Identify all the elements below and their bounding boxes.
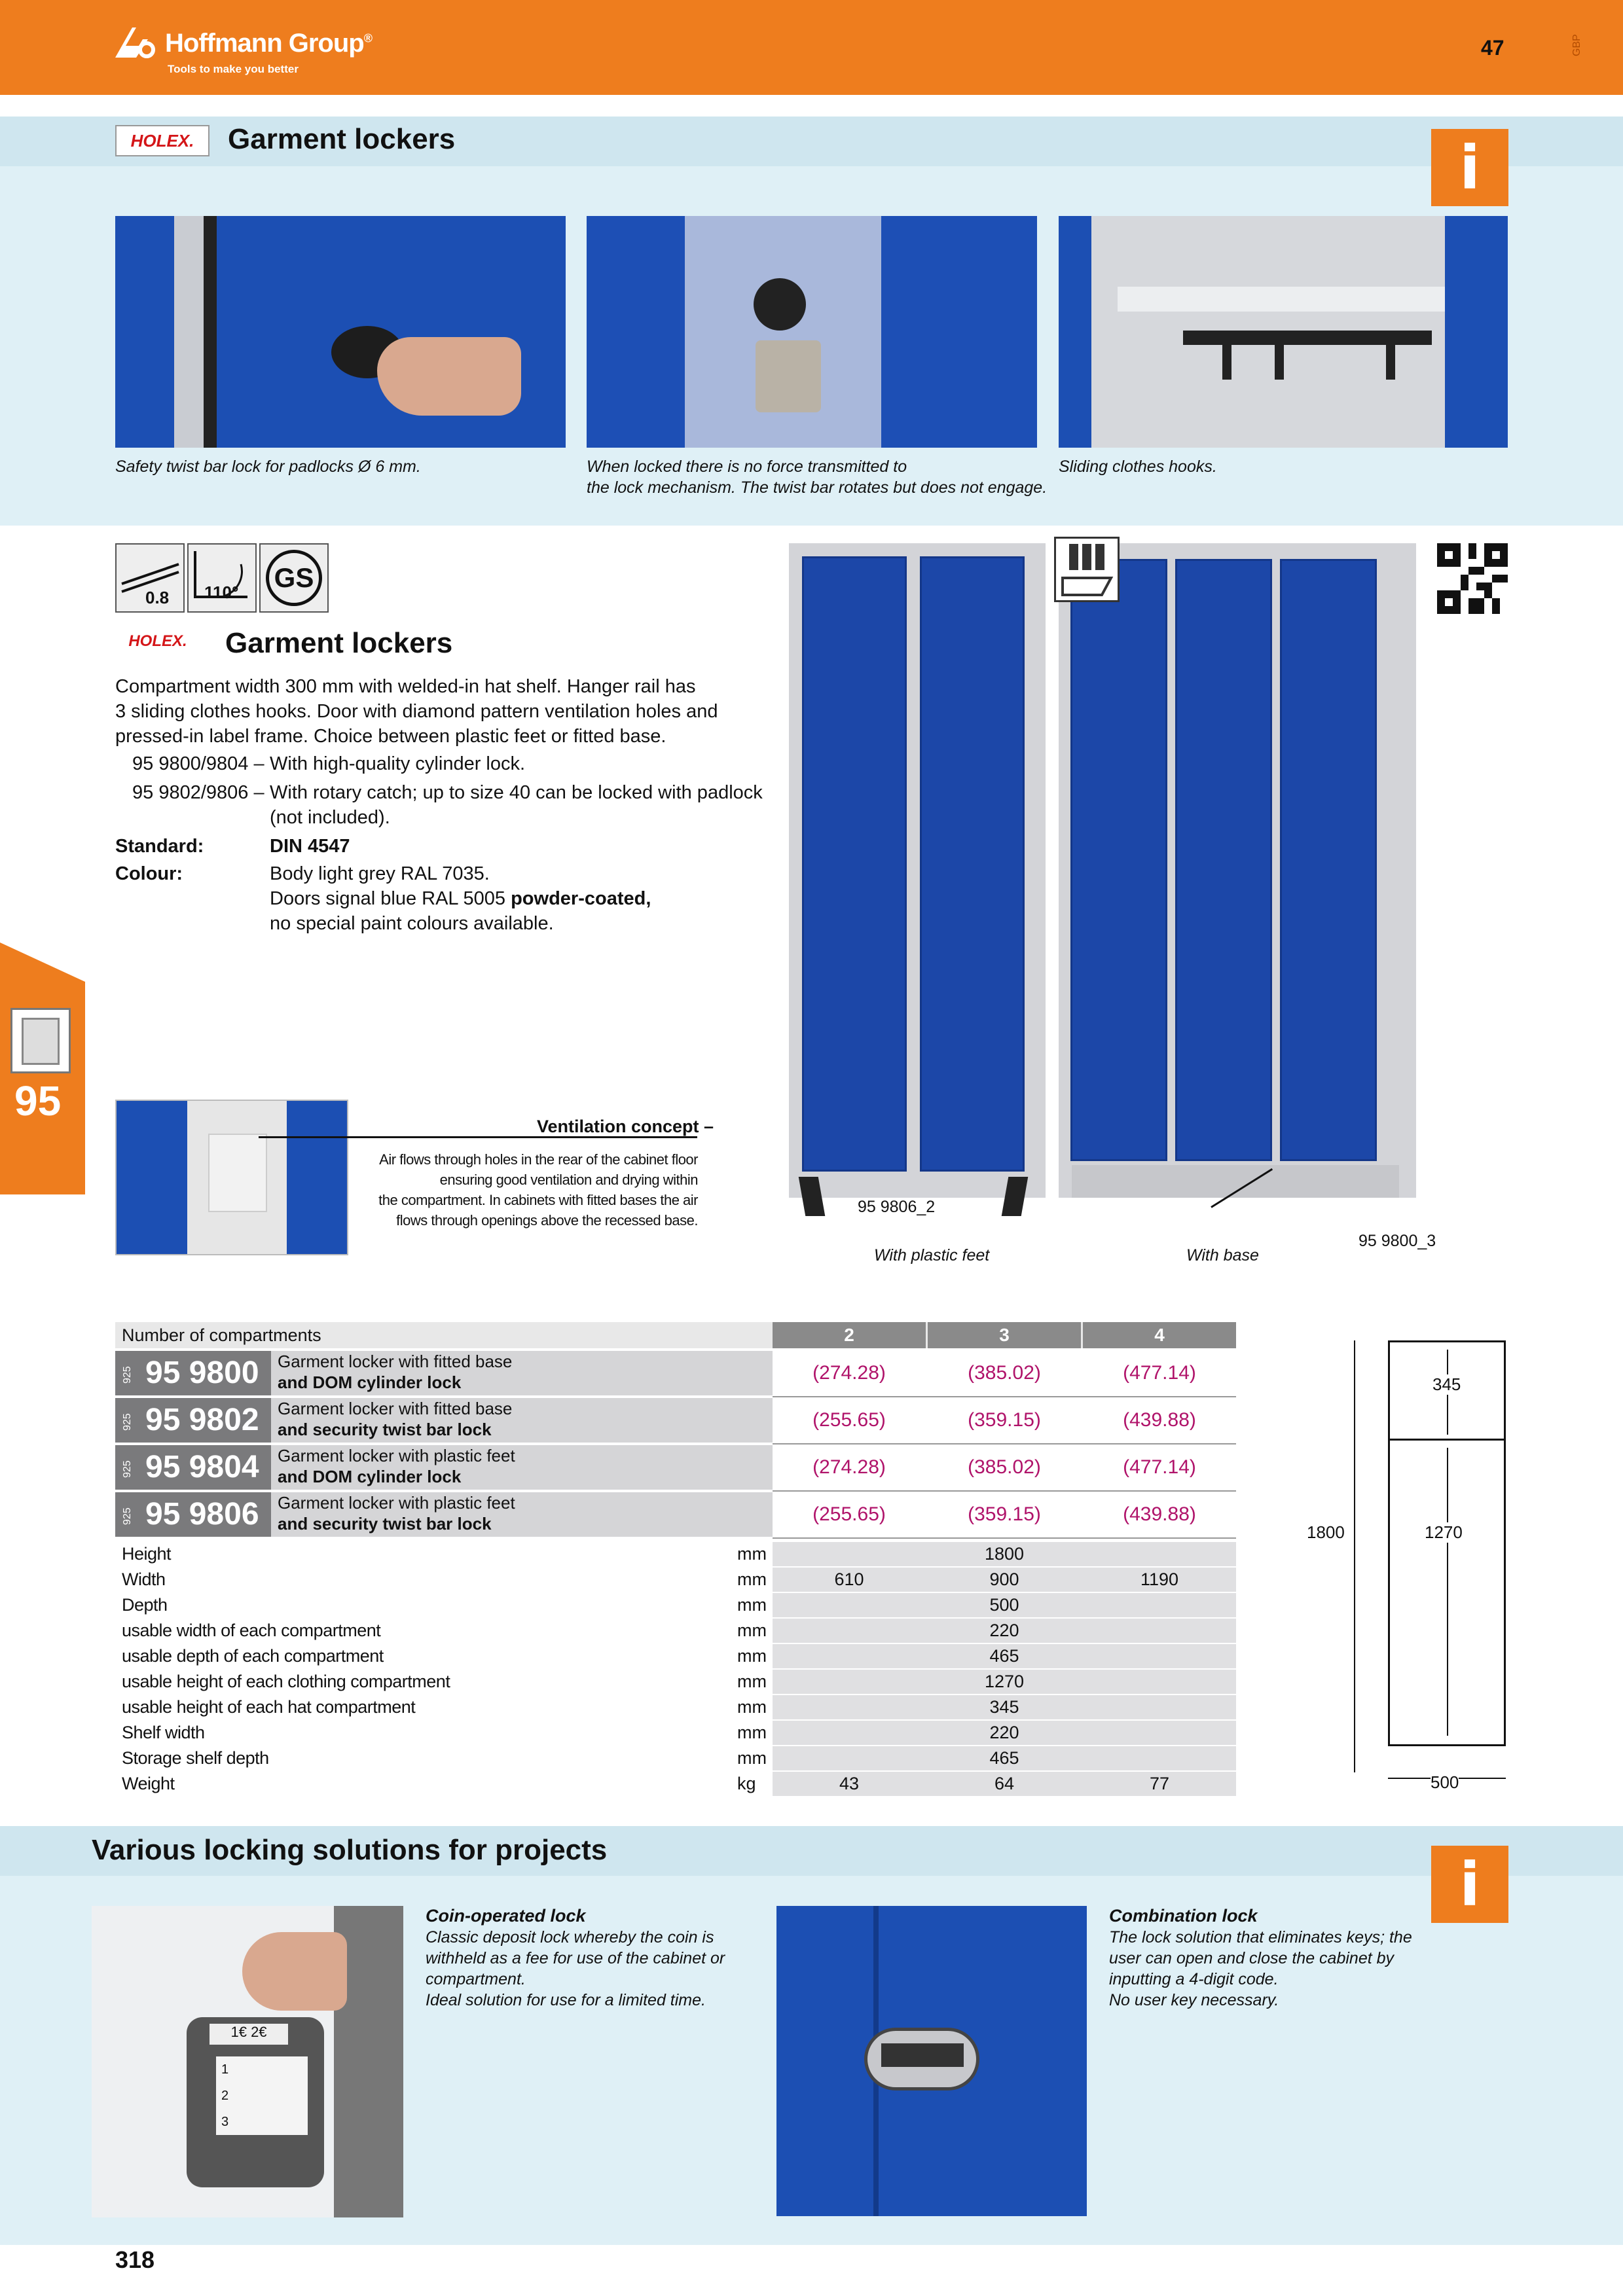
spec-value: 500	[989, 1595, 1019, 1615]
photo-clothes-hooks	[1059, 216, 1508, 448]
spec-label: Storage shelf depth	[122, 1748, 269, 1768]
image-code-right: 95 9800_3	[1359, 1232, 1436, 1250]
spec-unit: mm	[737, 1544, 767, 1564]
dim-inner: 1270	[1425, 1522, 1463, 1542]
spec-value: 220	[989, 1723, 1019, 1742]
caption-lock-mechanism-2: the lock mechanism. The twist bar rotates but does not engage.	[587, 478, 1048, 497]
photo-combination-lock	[776, 1906, 1087, 2216]
col-header: 4	[1083, 1322, 1236, 1348]
combination-lock-text: Combination lock The lock solution that eliminates keys; the user can open and close the cabinet by inputting a 4-digit code. No user key necessary.	[1109, 1906, 1412, 2009]
spec-unit: mm	[737, 1723, 767, 1742]
spec-label: Height	[122, 1544, 172, 1564]
article-prefix: 925	[122, 1413, 133, 1431]
col-header: 3	[928, 1322, 1081, 1348]
article-price: (439.88)	[1123, 1409, 1196, 1431]
sheet-thickness-icon: 0.8	[115, 543, 185, 613]
spec-unit: mm	[737, 1570, 767, 1589]
spec-value: 610	[834, 1570, 864, 1589]
spec-label: Width	[122, 1570, 166, 1589]
col-header: 2	[773, 1322, 926, 1348]
caption-base: With base	[1186, 1246, 1259, 1265]
dimension-drawing	[1375, 1340, 1376, 1341]
article-desc: and DOM cylinder lock	[278, 1467, 462, 1486]
desc-line: Compartment width 300 mm with welded-in hat shelf. Hanger rail has	[115, 676, 696, 697]
spec-label: Shelf width	[122, 1723, 205, 1742]
article-desc: Garment locker with fitted base	[278, 1399, 513, 1418]
variant-code: 95 9802/9806 –	[132, 782, 264, 803]
article-price: (255.65)	[812, 1409, 886, 1431]
caption-twist-bar-lock: Safety twist bar lock for padlocks Ø 6 mm.	[115, 457, 421, 476]
variant-text: With rotary catch; up to size 40 can be locked with padlock	[270, 782, 763, 803]
article-desc: and DOM cylinder lock	[278, 1372, 462, 1392]
standard-value: DIN 4547	[270, 836, 350, 857]
article-prefix: 925	[122, 1460, 133, 1478]
caption-clothes-hooks: Sliding clothes hooks.	[1059, 457, 1217, 476]
locking-solutions-title: Various locking solutions for projects	[92, 1834, 608, 1866]
spec-value: 1190	[1140, 1570, 1179, 1589]
chapter-number: 95	[14, 1077, 62, 1124]
page-number: 47	[1481, 36, 1504, 60]
brand-tagline: Tools to make you better	[168, 63, 299, 75]
table-header-label: Number of compartments	[122, 1325, 321, 1345]
colour-line: Body light grey RAL 7035.	[270, 863, 490, 884]
image-code-left: 95 9806_2	[858, 1198, 936, 1216]
article-number: 95 9806	[145, 1497, 259, 1532]
colour-line: no special paint colours available.	[270, 913, 554, 934]
footer-page-number: 318	[115, 2246, 155, 2273]
locker-image-base	[1059, 543, 1416, 1198]
dim-height: 1800	[1307, 1522, 1345, 1542]
spec-unit: mm	[737, 1595, 767, 1615]
article-price: (359.15)	[968, 1503, 1041, 1525]
caption-plastic-feet: With plastic feet	[874, 1246, 990, 1265]
article-price: (359.15)	[968, 1409, 1041, 1431]
spec-label: Depth	[122, 1595, 168, 1615]
caption-lock-mechanism-1: When locked there is no force transmitted to	[587, 457, 907, 476]
colour-label: Colour:	[115, 863, 183, 884]
ventilation-text: Air flows through holes in the rear of the cabinet floor ensuring good ventilation and drying within the compartment. In cabinets with fitted bases the air flows through openings above the recessed base.	[378, 1151, 698, 1229]
keys-lock-icon	[1054, 537, 1120, 602]
desc-line: pressed-in label frame. Choice between plastic feet or fitted base.	[115, 726, 666, 747]
locker-image-plastic-feet	[789, 543, 1046, 1198]
ventilation-title: Ventilation concept –	[537, 1117, 714, 1136]
spec-label: usable depth of each compartment	[122, 1646, 384, 1666]
variant-text: (not included).	[270, 807, 390, 828]
section-title: Garment lockers	[228, 123, 456, 155]
article-price: (255.65)	[812, 1503, 886, 1525]
spec-unit: mm	[737, 1621, 767, 1640]
door-angle-icon: 110°	[187, 543, 257, 613]
spec-label: usable height of each clothing compartment	[122, 1672, 450, 1691]
spec-label: usable height of each hat compartment	[122, 1697, 416, 1717]
brand-name: Hoffmann Group®	[165, 29, 372, 58]
article-number: 95 9800	[145, 1355, 259, 1390]
qr-code-icon	[1437, 543, 1508, 614]
article-desc: Garment locker with fitted base	[278, 1352, 513, 1371]
article-number: 95 9804	[145, 1450, 259, 1484]
variant-text: With high-quality cylinder lock.	[270, 753, 526, 774]
photo-twist-bar-lock	[115, 216, 566, 448]
spec-value: 465	[989, 1646, 1019, 1666]
article-price: (477.14)	[1123, 1362, 1196, 1384]
chapter-tab	[0, 942, 85, 1194]
product-title: Garment lockers	[225, 627, 453, 659]
spec-value: 77	[1149, 1774, 1170, 1793]
spec-unit: mm	[737, 1697, 767, 1717]
coin-lock-text: Coin-operated lock Classic deposit lock whereby the coin is withheld as a fee for use of the cabinet or compartment. Ideal solution for use for a limited time.	[426, 1906, 725, 2009]
spec-value: 220	[989, 1621, 1019, 1640]
desc-line: 3 sliding clothes hooks. Door with diamond pattern ventilation holes and	[115, 701, 718, 722]
ventilation-photo	[115, 1100, 348, 1255]
article-number: 95 9802	[145, 1403, 259, 1437]
article-price: (477.14)	[1123, 1456, 1196, 1478]
article-prefix: 925	[122, 1366, 133, 1384]
spec-value: 1270	[984, 1672, 1025, 1691]
standard-label: Standard:	[115, 836, 204, 857]
gs-certification-icon: GS	[259, 543, 329, 613]
spec-unit: mm	[737, 1646, 767, 1666]
spec-value: 43	[839, 1774, 860, 1793]
spec-value: 345	[989, 1697, 1019, 1717]
spec-value: 900	[989, 1570, 1019, 1589]
holex-badge-product: HOLEX.	[128, 632, 187, 650]
photo-coin-lock: 1€ 2€ 1 2 3	[92, 1906, 403, 2217]
spec-value: 1800	[984, 1544, 1025, 1564]
spec-label: usable width of each compartment	[122, 1621, 381, 1640]
info-icon: i	[1431, 1846, 1508, 1923]
locker-chapter-icon	[10, 1008, 71, 1073]
info-icon: i	[1431, 129, 1508, 206]
article-desc: and security twist bar lock	[278, 1420, 492, 1439]
dim-depth: 500	[1431, 1772, 1459, 1792]
dim-top: 345	[1432, 1374, 1461, 1394]
article-price: (385.02)	[968, 1362, 1041, 1384]
variant-code: 95 9800/9804 –	[132, 753, 264, 774]
article-prefix: 925	[122, 1507, 133, 1525]
article-price: (439.88)	[1123, 1503, 1196, 1525]
spec-label: Weight	[122, 1774, 175, 1793]
spec-unit: mm	[737, 1748, 767, 1768]
article-desc: Garment locker with plastic feet	[278, 1446, 515, 1465]
language-code: GBP	[1571, 34, 1582, 56]
spec-value: 64	[994, 1774, 1015, 1793]
article-desc: and security twist bar lock	[278, 1514, 492, 1534]
article-price: (385.02)	[968, 1456, 1041, 1478]
article-desc: Garment locker with plastic feet	[278, 1493, 515, 1513]
colour-line: Doors signal blue RAL 5005 powder-coated,	[270, 888, 651, 909]
article-price: (274.28)	[812, 1456, 886, 1478]
spec-value: 465	[989, 1748, 1019, 1768]
article-price: (274.28)	[812, 1362, 886, 1384]
spec-unit: kg	[737, 1774, 756, 1793]
spec-unit: mm	[737, 1672, 767, 1691]
hoffmann-logo-icon	[113, 25, 156, 62]
photo-lock-mechanism	[587, 216, 1037, 448]
holex-badge: HOLEX.	[115, 125, 210, 156]
